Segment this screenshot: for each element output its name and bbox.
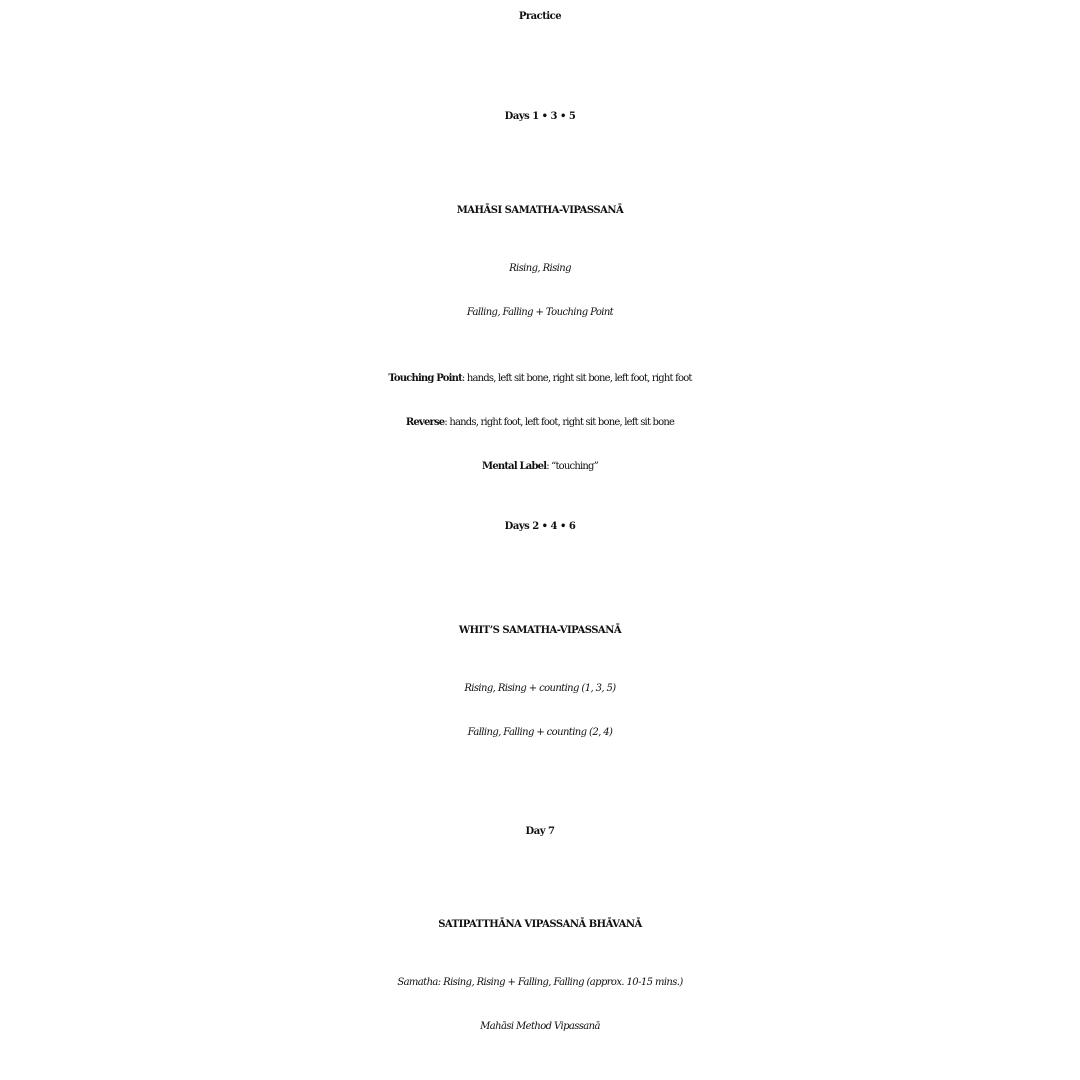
instruction-line: Rising, Rising + counting (1, 3, 5) (464, 683, 616, 694)
instruction-line: Mahāsi Method Vipassanā (480, 1021, 600, 1032)
section-heading: Day 7 (525, 826, 555, 837)
detail-reverse (0, 418, 1080, 428)
instruction-line: Falling, Falling + Touching Point (466, 307, 614, 318)
detail-text: : hands, left sit bone, right sit bone, left foot, right foot (461, 373, 692, 384)
detail-text: : hands, right foot, left foot, right sit bone, left sit bone (444, 417, 675, 428)
instruction-line: Samatha: Rising, Rising + Falling, Falling (approx. 10-15 mins.) (397, 977, 683, 988)
method-heading: MAHĀSI SAMATHA-VIPASSANĀ (456, 205, 624, 216)
detail-text: : “touching” (546, 461, 598, 472)
instruction-line: Falling, Falling + counting (2, 4) (467, 727, 613, 738)
instruction-line: Rising, Rising (509, 263, 571, 274)
page-title: Practice (518, 11, 562, 22)
detail-mental-label (0, 462, 1080, 472)
method-heading: SATIPATTHĀNA VIPASSANĀ BHĀVANĀ (438, 919, 642, 930)
section-heading: Days 2 • 4 • 6 (504, 521, 576, 532)
detail-label: Reverse (405, 417, 445, 428)
detail-label: Touching Point (388, 373, 462, 384)
detail-touching-point (0, 374, 1080, 384)
method-heading: WHIT’S SAMATHA-VIPASSANĀ (458, 625, 622, 636)
detail-label: Mental Label (482, 461, 547, 472)
section-heading: Days 1 • 3 • 5 (504, 111, 576, 122)
